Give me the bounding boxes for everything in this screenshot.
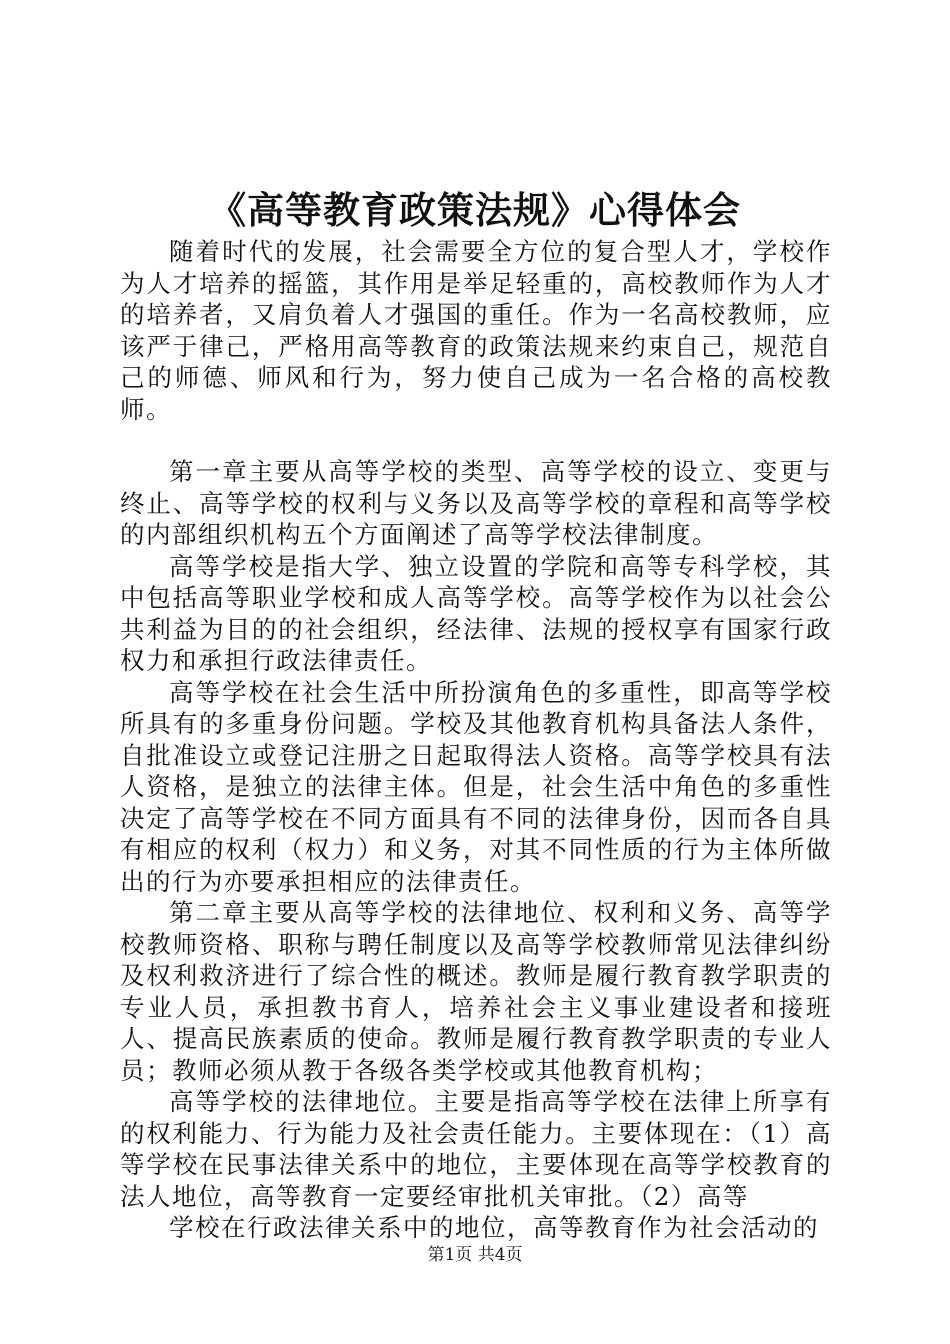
paragraph-chapter-two: 第二章主要从高等学校的法律地位、权利和义务、高等学校教师资格、职称与聘任制度以及高等学校教师常见法律纠纷及权利救济进行了综合性的概述。教师是履行教育教学职责的专业人员，承担教书育人，培养社会主义事业建设者和接班人、提高民族素质的使命。教师是履行教育教学职责的专业人员；教师必须从教于各级各类学校或其他教育机构； bbox=[120, 898, 832, 1085]
document-title: 《高等教育政策法规》心得体会 bbox=[209, 188, 741, 232]
paragraph-legal-status: 高等学校的法律地位。主要是指高等学校在法律上所享有的权利能力、行为能力及社会责任能力。主要体现在：（1）高等学校在民事法律关系中的地位，主要体现在高等学校教育的法人地位，高等教育一定要经审批机关审批。（2）高等 bbox=[120, 1087, 832, 1211]
paragraph-definition: 高等学校是指大学、独立设置的学院和高等专科学校，其中包括高等职业学校和成人高等学校。高等学校作为以社会公共利益为目的的社会组织，经法律、法规的授权享有国家行政权力和承担行政法律责任。 bbox=[120, 551, 832, 675]
paragraph-intro: 随着时代的发展，社会需要全方位的复合型人才，学校作为人才培养的摇篮，其作用是举足轻重的，高校教师作为人才的培养者，又肩负着人才强国的重任。作为一名高校教师，应该严于律己，严格用高等教育的政策法规来约束自己，规范自己的师德、师风和行为，努力使自己成为一名合格的高校教师。 bbox=[120, 237, 832, 424]
paragraph-multiple-roles: 高等学校在社会生活中所扮演角色的多重性，即高等学校所具有的多重身份问题。学校及其他教育机构具备法人条件，自批准设立或登记注册之日起取得法人资格。高等学校具有法人资格，是独立的法律主体。但是，社会生活中角色的多重性决定了高等学校在不同方面具有不同的法律身份，因而各自具有相应的权利（权力）和义务，对其不同性质的行为主体所做出的行为亦要承担相应的法律责任。 bbox=[120, 677, 832, 896]
page-footer: 第1页 共4页 bbox=[427, 1245, 523, 1265]
paragraph-continuation: 学校在行政法律关系中的地位，高等教育作为社会活动的 bbox=[169, 1213, 819, 1242]
document-body bbox=[120, 236, 832, 1244]
paragraph-chapter-one: 第一章主要从高等学校的类型、高等学校的设立、变更与终止、高等学校的权利与义务以及高等学校的章程和高等学校的内部组织机构五个方面阐述了高等学校法律制度。 bbox=[120, 457, 832, 549]
paragraph-gap bbox=[120, 425, 832, 456]
